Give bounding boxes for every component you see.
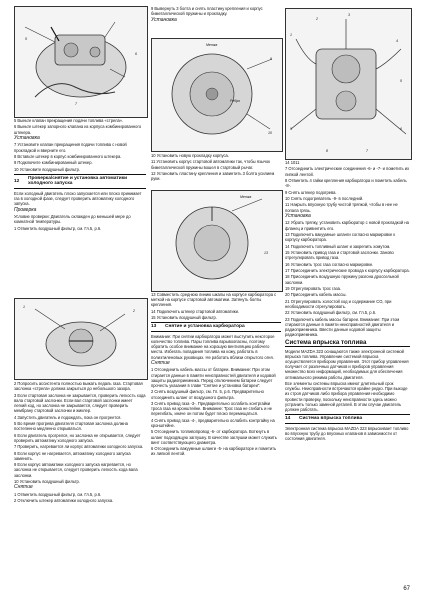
section-number: 13	[151, 324, 157, 330]
fig1-label-7: 7	[75, 102, 77, 106]
list-item: 19 Отрегулировать трос газа.	[285, 285, 341, 291]
section-heading-fuel-injection: Система впрыска топлива	[285, 340, 410, 346]
column-2-text-c	[151, 292, 281, 458]
list-item: 12 Убрать тряпку, установить карбюратор с новой прокладкой на фланец и привинтить его.	[285, 220, 409, 231]
list-item: 15 Установить воздушный фильтр.	[151, 315, 217, 321]
subheading-proverka: Проверка	[14, 206, 37, 213]
list-item: 13 Совместить среднюю линию шкалы на корпусе карбюратора с меткой на корпусе стартовой автоматики. Затянуть болты крепления.	[151, 292, 277, 308]
column-3-text-a	[285, 160, 410, 443]
list-item: 11 Установить корпус стартовой автоматики так, чтобы язычок биметаллической пружины вошел в стартовый рычаг.	[151, 159, 270, 170]
section-number: 14	[285, 416, 291, 422]
column-1-text-a	[14, 118, 146, 232]
fig5-label-4: 4	[396, 39, 398, 43]
fig1-label-6: 6	[135, 52, 137, 56]
section-heading-14	[285, 414, 410, 423]
fig4-label-mark: Метка	[240, 195, 252, 199]
fig2-label-1: 1	[23, 305, 25, 309]
subheading-ustanovka: Установка	[285, 212, 311, 219]
column-2-text-b	[151, 153, 281, 183]
list-item: 9 Подключите комбинированный штекер.	[14, 160, 93, 166]
list-item: 13 Подключить вакуумные шланги согласно маркировке к корпусу карбюратора.	[285, 231, 396, 243]
list-item: 16 Установить трос газа согласно маркировке.	[285, 261, 374, 267]
list-item: 15 Установить привод газа и стартовой заслонки. Заново отрегулировать привод газа.	[285, 249, 394, 261]
section-title: Система впрыска топлива	[299, 416, 363, 422]
section-heading-13	[151, 322, 281, 331]
fig5-label-8: 8	[326, 149, 328, 153]
list-item: 10 Установить новую прокладку корпуса.	[151, 153, 229, 158]
paragraph: Если холодный двигатель плохо запускается или плохо принимает газ в холодной фазе, следует проверить автоматику холодного запуска.	[14, 190, 142, 207]
list-item: 17 Присоединить электрические провода к корпусу карбюратора.	[285, 267, 410, 273]
list-item: Условие проверки: Двигатель охлажден до меньшей мере до комнатной температуры.	[14, 213, 131, 225]
fig2-label-2: 2	[133, 309, 135, 313]
figure-fuel-cutoff-valve	[14, 6, 148, 118]
column-2-text-a	[151, 6, 281, 24]
list-item: 6 Если двигатель прогрелся, но заслонка не открывается, следует проверить автоматику холодного запуска.	[14, 432, 141, 443]
section-heading-12	[14, 174, 146, 189]
fig5-label-9: 9	[290, 127, 292, 131]
list-item: 11 Накрыть впускную трубу чистой тряпкой, чтобы в нее не попала грязь.	[285, 202, 398, 213]
list-item: 4 Снять привод газа -4-, предварительно ослабить контргайку на кронштейне.	[151, 417, 275, 428]
paragraph-warning: Внимание: При снятии карбюратора может выступить некоторое количество топлива. Пары топлива взрывоопасны, поэтому обратить особое внимание на хорошую вентиляцию рабочего места. Избегать попадания топлива на кожу, работать в полиэтиленовых руковицах. Не работать вблизи открытого огня.	[151, 333, 275, 360]
section-title: Проверка/снятие и установка автоматики холодного запуска	[28, 175, 128, 187]
subheading-ustanovka: Установка	[151, 16, 177, 23]
paragraph: 6 Выньте штекер запорного клапана из корпуса комбинированного штекера.	[14, 124, 142, 135]
section-title: Снятие и установка карбюратора	[165, 324, 245, 330]
paragraph: Модели MAZDA 323 оснащаются также электронной системой впрыска топлива. Управление системой впрыска осуществляется прибором управления. Этот прибор управления получает от различных датчиков и приборов управления множество всех информаций, необходимых для обеспечения оптимального режима работы двигателя.	[285, 348, 409, 380]
list-item: 8 Вставьте штекер в корпус комбинированного штекера.	[14, 153, 122, 159]
list-item: 10 Установите воздушный фильтр.	[14, 166, 81, 172]
paragraph: Все элементы системы впрыска имеют длительный срок службы. Неисправности встречаются крайне редко. При выходе из строя датчиков либо прибора управления необходимо провести проверку, поскольку неисправности здесь можно устранить только заменой деталей. В этом случае двигатель должен работать.	[285, 381, 408, 413]
list-item: 7 Отсоединить электрические соединения -6- и -7- и пометить их липкой лентой.	[285, 166, 410, 177]
list-item: 7 Установите клапан прекращения подачи топлива с новой прокладкой и вверните его.	[14, 142, 127, 153]
figure-scale-alignment	[151, 190, 283, 292]
paragraph: 2 Попросить ассистента полностью выжать педаль газа. Стартовая заслонка «стрела» должна закрыться до небольшого зазора.	[14, 381, 143, 392]
illustration-choke	[15, 299, 147, 379]
list-item: 14 Подключить топливный шланг и закрепить хомутом.	[285, 243, 391, 249]
list-item: 22 Установить воздушный фильтр, см. Гл.5, р.6.	[285, 310, 377, 316]
list-item: 8 Отвинтить 4 гайки крепления карбюратора и пометить кабель -8-.	[285, 177, 407, 189]
list-item: 9 Вывернуть 3 болта и снять пластину крепления и корпус биметаллической пружины и прокладку.	[151, 6, 263, 17]
paragraph: Электронная система впрыска MAZDA 323 впрыскивает топливо во впускную трубу до впускных клапанов в зависимости от состояния двигателя.	[285, 425, 409, 442]
section-number: 12	[14, 178, 20, 184]
list-item: 1 Отвинтить воздушный фильтр, см. Гл.5, р.6.	[14, 225, 102, 231]
fig5-label-5: 5	[400, 79, 402, 83]
fig5-label-7: 7	[366, 149, 368, 153]
page-number: 67	[403, 586, 410, 592]
paragraph: 5 Выньте клапан прекращения подачи топлива «стрела».	[14, 118, 124, 123]
list-item: 1 Отсоединить кабель массы от батареи. Внимание: При этом стирается данные в памяти неисправностей двигателя и кодовой защиты радиоприемника. Перед отключением батареи следует прочесть указания в главе "Снятие и установка батареи".	[151, 367, 276, 388]
list-item: 6 Отсоединить вакуумные шланги -5- на карбюраторе и пометить их липкой лентой.	[151, 446, 277, 457]
fig3-label-mark: Метка	[206, 43, 218, 47]
fig1-label-5: 5	[25, 37, 27, 41]
list-item: 1 Отвинтить воздушный фильтр, см. Гл.5, р.6.	[14, 491, 102, 497]
list-item: 3 Снять привод газа -3-. Предварительно ослабить контргайки троса газа на кронштейне. Внимание: Трос газа не сгибать и не перегибать, иначе он потом будет плохо перемещаться.	[151, 400, 273, 417]
list-item: 5 Отсоединить топливопровод -6- от карбюратора. Воткнуть в шланг подходящую заглушку. В качестве заглушки может служить винт соответствующего диаметра.	[151, 429, 277, 445]
figure-choke-check	[14, 298, 148, 380]
list-item: 21 Отрегулировать холостой ход и содержание CO, при необходимости отрегулировать.	[285, 298, 392, 309]
list-item: 9 Снять штекер подогрева.	[285, 189, 337, 195]
illustration-carburetor-top	[15, 7, 147, 117]
list-item: 12 Установить пластину крепления и завинтить 3 болта усилием руки.	[151, 170, 275, 182]
list-item: 23 Подключить кабель массы батареи. Внимание: При этом стираются данные в памяти неисправностей двигателя и радиоприемника. Ввести данные кодовой защиты радиоприемника.	[285, 316, 400, 338]
figure-carburetor-connections	[285, 8, 412, 160]
list-item: 18 Присоединить воздушную пружину разгона дроссельной заслонки.	[285, 274, 399, 285]
list-item: 10 Установить воздушный фильтр.	[14, 478, 80, 484]
list-item: 10 Снять подогреватель -9- в последний.	[285, 195, 364, 201]
fig5-label-2: 2	[316, 17, 318, 21]
list-item: 4 Запустить двигатель и подождать, пока он прогреется.	[14, 414, 122, 420]
list-item: 2 Отключить штекер автоматики холодного запуска.	[14, 498, 114, 504]
fig3-label-rib: Ребро	[230, 99, 241, 103]
fig5-label-6: 6	[400, 127, 402, 131]
illustration-carburetor	[286, 9, 411, 159]
subheading-snyatie: Снятие	[151, 360, 170, 366]
figure-bimetal-housing	[151, 38, 283, 152]
paragraph: 3 Если стартовая заслонка не закрывается, проверить легкость хода вала стартовой заслонки. Если вал стартовой заслонки имеет легкий ход, но заслонка не закрывается, следует проверить мембрану стартовой заслонки и жиклер.	[14, 392, 146, 414]
fig3-label-10: 10	[268, 131, 272, 135]
subheading-snyatie: Снятие	[14, 484, 33, 491]
fig5-label-1: 1	[290, 33, 292, 37]
list-item: 5 Во время прогрева двигателя стартовая заслонка должна постепенно медленно открываться.	[14, 420, 128, 432]
illustration-scale	[152, 191, 282, 291]
column-1-text-b	[14, 381, 146, 505]
fig3-label-9: 9	[270, 57, 272, 61]
list-item: 9 Если корпус автоматики холодного запуска нагревается, но заслонка не открывается, следует проверить легкость хода вала заслонки.	[14, 462, 138, 478]
fig5-label-3: 3	[348, 13, 350, 17]
illustration-bimetal	[152, 39, 282, 151]
list-item: 2 Снять воздушный фильтр, см. Гл. 5, р.6. Предварительно отсоединить шланг от воздушного фильтра.	[151, 389, 264, 400]
figure-caption: 14 1011	[285, 160, 300, 165]
list-item: 8 Если корпус не нагревается, автоматику холодного запуска заменить.	[14, 450, 131, 461]
list-item: 20 Присоединить кабель массы.	[285, 292, 347, 298]
fig4-label-13: 13	[264, 251, 268, 255]
list-item: 7 Проверить, нагревается ли корпус автоматики холодного запуска.	[14, 444, 144, 450]
list-item: 14 Подключить штекер стартовой автоматики.	[151, 308, 240, 314]
subheading-ustanovka: Установка	[14, 134, 40, 141]
